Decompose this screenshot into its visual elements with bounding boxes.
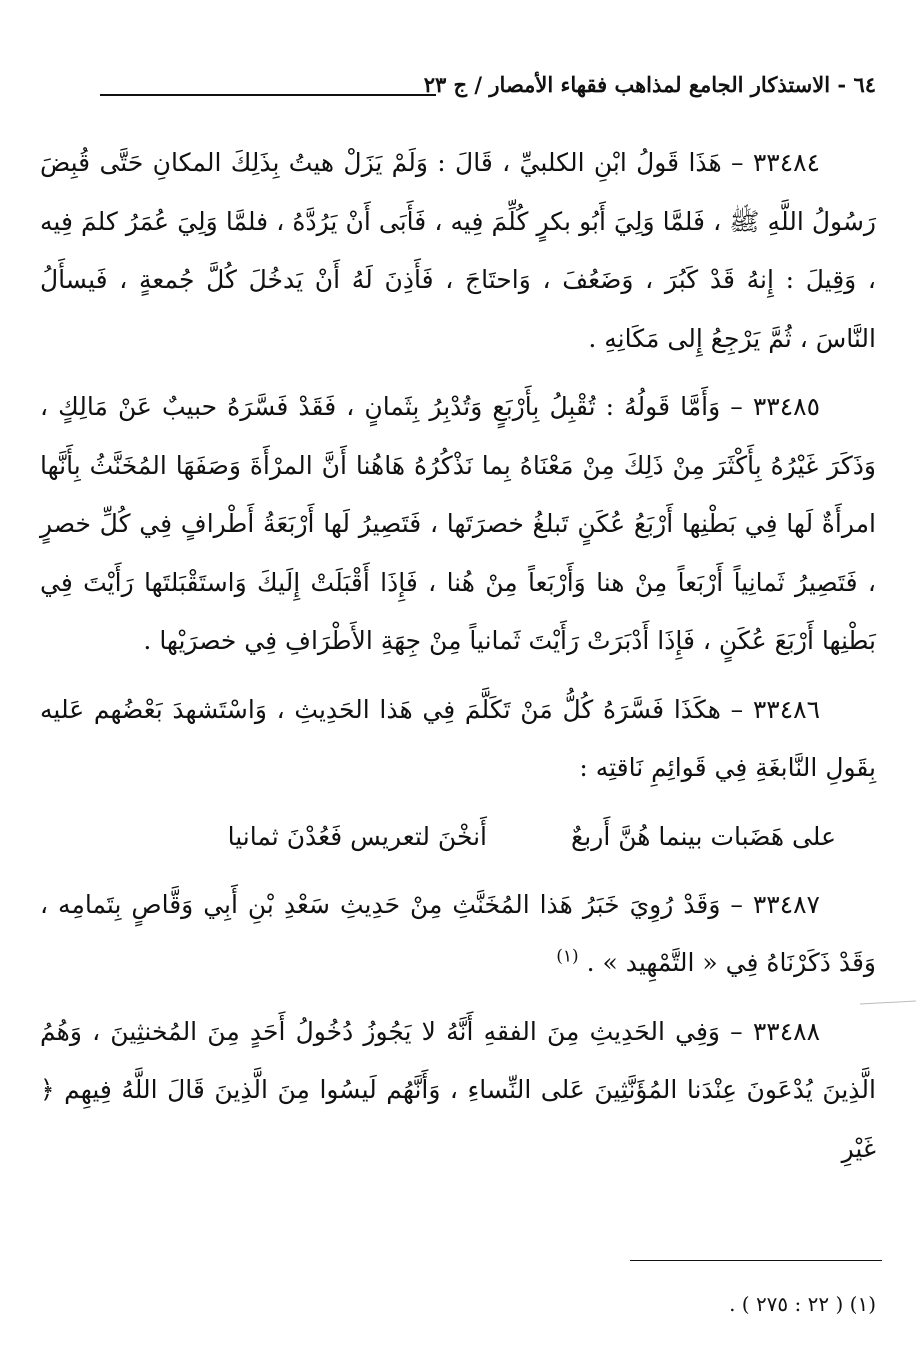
paragraph-dash: – [720, 694, 744, 724]
paragraph-text: وَفِي الحَدِيثِ مِنَ الفقهِ أَنَّهُ لا يَجُوزُ دُخُولُ أَحَدٍ مِنَ المُخنثِينَ ، وَهُمُ الَّذِينَ يُدْعَونَ عِنْدَنا المُؤَنَّثِينَ عَلى النِّساءِ ، وَأَنَّهُم لَيسُوا مِنَ الَّذِينَ قَالَ اللَّهُ فِيهِم ﴿ غَيْرِ [40, 1016, 876, 1163]
running-header: ٦٤ - الاستذكار الجامع لمذاهب فقهاء الأمصار / ج ٢٣ [423, 72, 876, 97]
footnote-rule [630, 1260, 882, 1261]
paragraph-text: وَقَدْ رُوِيَ خَبَرُ هَذا المُخَنَّثِ مِنْ حَدِيثِ سَعْدِ بْنِ أَبِي وَقَّاصٍ بِتَمامِه ، وَقَدْ ذَكَرْنَاهُ فِي « التَّمْهِيد » . [40, 889, 876, 977]
verse-second-hemistich: أَنخْنَ لتعريس فَعُدْنَ ثمانيا [227, 821, 487, 851]
paragraph-number: ٣٣٤٨٧ [752, 889, 820, 919]
paragraph-33485 [40, 378, 876, 671]
paragraph-dash: – [720, 889, 743, 919]
paragraph-number: ٣٣٤٨٤ [752, 148, 820, 177]
paragraph-number: ٣٣٤٨٦ [752, 694, 820, 724]
paragraph-dash: – [720, 1016, 743, 1046]
paragraph-33487 [40, 876, 876, 993]
verse-first-hemistich: على هَضَبات بينما هُنَّ أَربعٌ [571, 821, 836, 851]
paragraph-text: هكَذَا فَسَّرَهُ كُلُّ مَنْ تَكَلَّمَ فِي هَذا الحَدِيثِ ، وَاسْتَشهدَ بَعْضُهم عَليه بِقَولِ النَّابغَةِ فِي قَوائِمِ نَاقتِه : [40, 694, 876, 782]
paragraph-33486 [40, 681, 876, 798]
paragraph-text: هَذَا قَولُ ابْنِ الكلبيِّ ، قَالَ : وَلَمْ يَزَلْ هيتُ بِذَلِكَ المكانِ حَتَّى قُبِضَ رَسُولُ اللَّهِ ﷺ ، فَلمَّا وَلِيَ أَبُو بكرٍ كُلِّمَ فِيه ، فَأَبَى أَنْ يَرُدَّهُ ، فلمَّا وَلِيَ عُمَرُ كلمَ فِيه ، وَقِيلَ : إِنهُ قَدْ كَبُرَ ، وَضَعُفَ ، وَاحتَاجَ ، فَأَذِنَ لَهُ أَنْ يَدخُلَ كُلَّ جُمعةٍ ، فَيسأَلُ النَّاسَ ، ثُمَّ يَرْجِعُ إِلى مَكَانِهِ . [40, 148, 876, 353]
footnote: (١) ( ٢٢ : ٢٧٥ ) . [729, 1292, 876, 1316]
body-text [40, 134, 876, 1188]
paragraph-dash: – [721, 148, 744, 177]
paragraph-33488 [40, 1003, 876, 1179]
header-rule [100, 94, 436, 96]
paragraph-number: ٣٣٤٨٥ [752, 392, 821, 421]
poetry-verse [40, 808, 876, 866]
paragraph-33484 [40, 134, 876, 368]
paragraph-dash: – [720, 392, 743, 421]
paragraph-text: وَأَمَّا قَولُهُ : تُقْبِلُ بِأَرْبَعٍ وَتُدْبِرُ بِثَمانٍ ، فَقَدْ فَسَّرَهُ حبيبٌ عَنْ مَالِكٍ ، وَذَكَرَ غَيْرُهُ بِأَكْثَرَ مِنْ ذَلِكَ مِنْ مَعْنَاهُ بِما نَذْكُرُهُ هَاهُنا أَنَّ المرْأَةَ وَصَفَهَا المُخَنَّثُ بِأَنَّها امرأَةٌ لَها فِي بَطْنِها أَرْبَعُ عُكَنٍ تَبلغُ خصرَتَها ، فَتَصِيرُ لَها أَرْبَعَةُ أَطْرافٍ فِي كُلِّ خصرٍ ، فَتَصِيرُ ثَمانِياً أَرْبَعاً مِنْ هنا وَأَرْبَعاً مِنْ هُنا ، فَإِذَا أَقْبَلَتْ إِلَيكَ وَاستَقْبَلتَها رَأَيْتَ فِي بَطْنِها أَرْبَعَ عُكَنٍ ، فَإِذَا أَدْبَرَتْ رَأَيْتَ ثَمانياً مِنْ جِهَةِ الأَطْرَافِ فِي خصرَيْها . [40, 392, 876, 655]
footnote-reference: (١) [556, 946, 579, 967]
paragraph-number: ٣٣٤٨٨ [752, 1016, 821, 1046]
